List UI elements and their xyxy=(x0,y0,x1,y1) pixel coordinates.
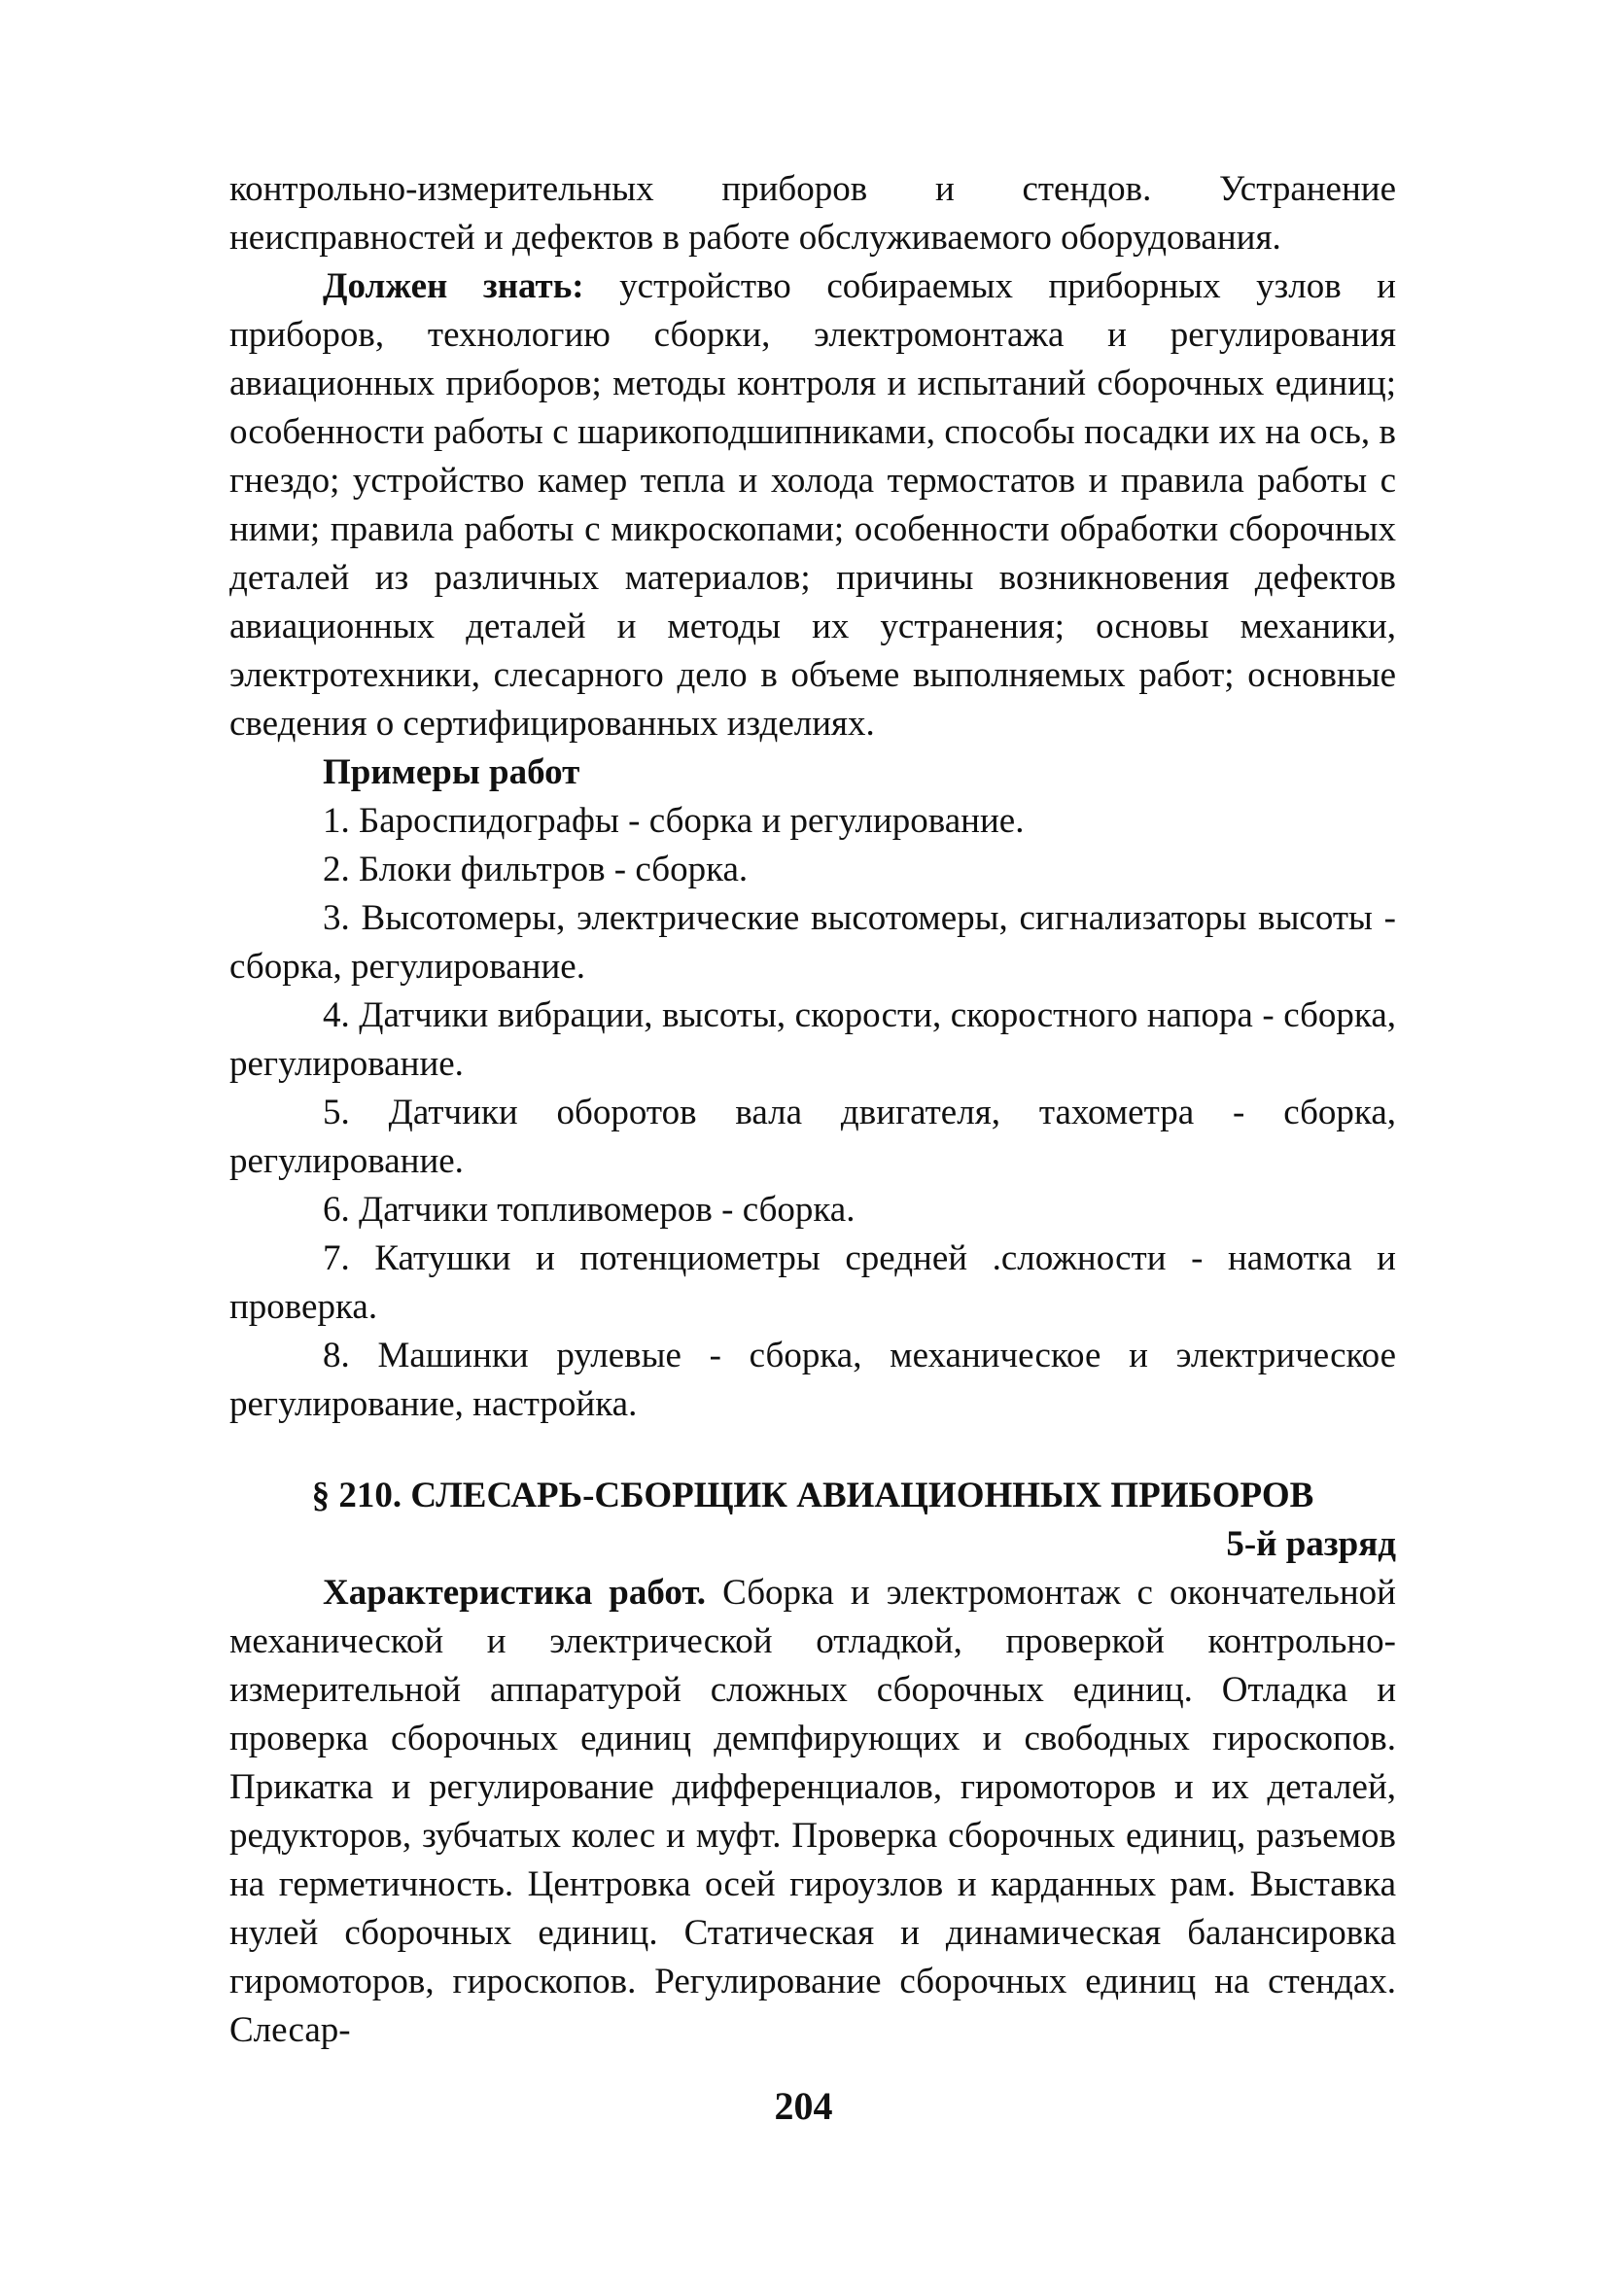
intro-paragraph: контрольно-измерительных приборов и стендов. Устранение неисправностей и дефектов в работе обслуживаемого оборудования. xyxy=(229,169,1396,258)
characteristics-label: Характеристика работ. xyxy=(323,1573,707,1613)
example-item: 7. Катушки и потенциометры средней .сложности - намотка и проверка. xyxy=(229,1238,1396,1327)
examples-heading: Примеры работ xyxy=(323,752,580,792)
must-know-text: устройство собираемых приборных узлов и приборов, технологию сборки, электромонтажа и регулирования авиационных приборов; методы контроля и испытаний сборочных единиц; особенности работы с шарикоподшипниками, способы посадки их на ось, в гнездо; устройство камер тепла и холода термостатов и правила работы с ними; правила работы с микроскопами; особенности обработки сборочных деталей из различных материалов; причины возникновения дефектов авиационных деталей и методы их устранения; основы механики, электротехники, слесарного дело в объеме выполняемых работ; основные сведения о сертифицированных изделиях. xyxy=(229,266,1396,744)
example-item: 2. Блоки фильтров - сборка. xyxy=(323,850,749,889)
example-item: 1. Бароспидографы - сборка и регулирование. xyxy=(323,801,1025,841)
example-item: 4. Датчики вибрации, высоты, скорости, скоростного напора - сборка, регулирование. xyxy=(229,995,1396,1084)
page-number: 204 xyxy=(774,2084,833,2128)
examples-list xyxy=(229,797,1396,1429)
must-know-paragraph xyxy=(229,262,1396,748)
example-item: 6. Датчики топливомеров - сборка. xyxy=(323,1190,856,1230)
example-item: 8. Машинки рулевые - сборка, механическое и электрическое регулирование, настройка. xyxy=(229,1336,1396,1424)
example-item: 5. Датчики оборотов вала двигателя, тахометра - сборка, регулирование. xyxy=(229,1093,1396,1181)
characteristics-paragraph xyxy=(229,1569,1396,2055)
page-body xyxy=(229,165,1396,2055)
section-title: § 210. СЛЕСАРЬ-СБОРЩИК АВИАЦИОННЫХ ПРИБОРОВ xyxy=(311,1476,1314,1515)
example-item: 3. Высотомеры, электрические высотомеры, сигнализаторы высоты - сборка, регулирование. xyxy=(229,898,1396,987)
section-spacer xyxy=(229,1429,1396,1472)
grade-label: 5-й разряд xyxy=(1226,1524,1396,1564)
must-know-label: Должен знать: xyxy=(323,266,584,306)
characteristics-text: Сборка и электромонтаж с окончательной механической и электрической отладкой, проверкой контрольно-измерительной аппаратурой сложных сборочных единиц. Отладка и проверка сборочных единиц демпфирующих и свободных гироскопов. Прикатка и регулирование дифференциалов, гиромоторов и их деталей, редукторов, зубчатых колес и муфт. Проверка сборочных единиц, разъемов на герметичность. Центровка осей гироузлов и карданных рам. Выставка нулей сборочных единиц. Статическая и динамическая балансировка гиромоторов, гироскопов. Регулирование сборочных единиц на стендах. Слесар- xyxy=(229,1573,1396,2050)
